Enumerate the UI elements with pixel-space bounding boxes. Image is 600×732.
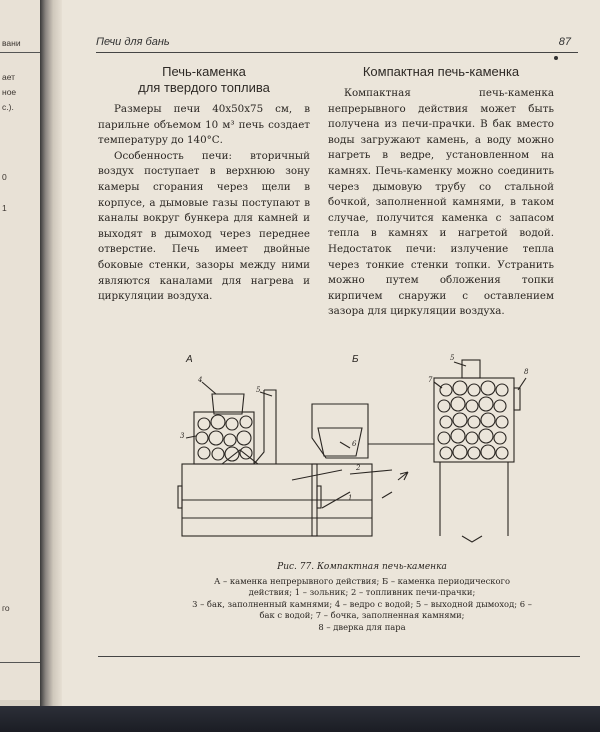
stove-diagram-drawing xyxy=(172,352,552,552)
left-footer-rule xyxy=(0,662,40,663)
label-a: А xyxy=(186,354,193,365)
caption-line: 3 – бак, заполненный камнями; 4 – ведро с водой; 5 – выходной дымоход; 6 – бак с водой; 7 – бочка, заполненная камнями; xyxy=(192,598,532,621)
left-page-fragment: 1 xyxy=(2,203,7,213)
left-page-fragment: ает xyxy=(2,72,16,82)
header-title: Печи для бань xyxy=(96,36,170,48)
callout-5b: 5 xyxy=(450,354,455,362)
left-page-fragment: го xyxy=(2,603,10,613)
caption-line: 8 – дверка для пара xyxy=(318,621,406,632)
left-page-edge xyxy=(0,0,40,700)
callout-8: 8 xyxy=(524,368,529,376)
left-heading: Печь-каменка для твердого топлива xyxy=(138,64,270,95)
right-heading: Компактная печь-каменка xyxy=(362,64,520,79)
stove-diagram xyxy=(172,352,552,552)
right-column xyxy=(328,64,554,320)
callout-1: 1 xyxy=(348,494,353,502)
header-rule xyxy=(96,52,578,53)
figure-caption xyxy=(192,562,532,634)
paragraph: Размеры печи 40х50х75 см, в парильне объемом 10 м³ печь создает температуру до 140°С. xyxy=(98,103,310,147)
callout-7: 7 xyxy=(428,376,433,384)
left-header-rule xyxy=(0,52,40,53)
left-page-fragment: вани xyxy=(2,38,21,48)
paragraph: Особенность печи: вторичный воздух поступает в верхнюю зону камеры сгорания через щели в корпусе, а дымовые газы поступают в каналы вокруг бункера для камней и выходят в дымоход через переднее отверстие. Печь имеет двойные боковые стенки, зазоры между ними являются каналами для нагрева и циркуляции воздуха. xyxy=(98,149,310,303)
label-b: Б xyxy=(352,354,359,365)
footer-rule xyxy=(98,656,580,657)
book-gutter xyxy=(40,0,62,708)
left-page-fragment: ное xyxy=(2,87,17,97)
left-page-fragment: 0 xyxy=(2,172,7,182)
scan-bottom-edge xyxy=(0,706,600,732)
caption-line: А – каменка непрерывного действия; Б – каменка периодического действия; 1 – зольник; 2 – топливник печи-прачки; xyxy=(214,575,510,598)
margin-dot xyxy=(554,56,558,60)
left-column xyxy=(98,64,310,305)
caption-title: Рис. 77. Компактная печь-каменка xyxy=(277,562,447,572)
left-page-fragment: с.). xyxy=(2,102,14,112)
running-header xyxy=(96,36,571,48)
page-number: 87 xyxy=(558,36,571,48)
water-bucket-a xyxy=(212,394,244,414)
callout-2: 2 xyxy=(356,464,361,472)
paragraph: Компактная печь-каменка непрерывного действия может быть получена из печи-прачки. В бак вместо воды загружают камень, а воду можно нагреть в ведре, установленном на камнях. Печь-каменку можно соединить через дымовую трубу со стальной бочкой, заполненной камнями, в таком случае, получится каменка с запасом тепла в камнях и нагретой водой. Недостаток печи: излучение тепла через тонкие стенки топки. Устранить можно путем обложения топки кирпичем снаружи с оставлением зазора для циркуляции воздуха. xyxy=(328,87,554,318)
callout-5: 5 xyxy=(256,386,261,394)
callout-3: 3 xyxy=(180,432,185,440)
stone-barrel-b xyxy=(434,378,514,462)
book-page xyxy=(62,0,600,708)
callout-6: 6 xyxy=(352,440,357,448)
callout-4: 4 xyxy=(198,376,203,384)
water-tank-b xyxy=(312,404,368,458)
